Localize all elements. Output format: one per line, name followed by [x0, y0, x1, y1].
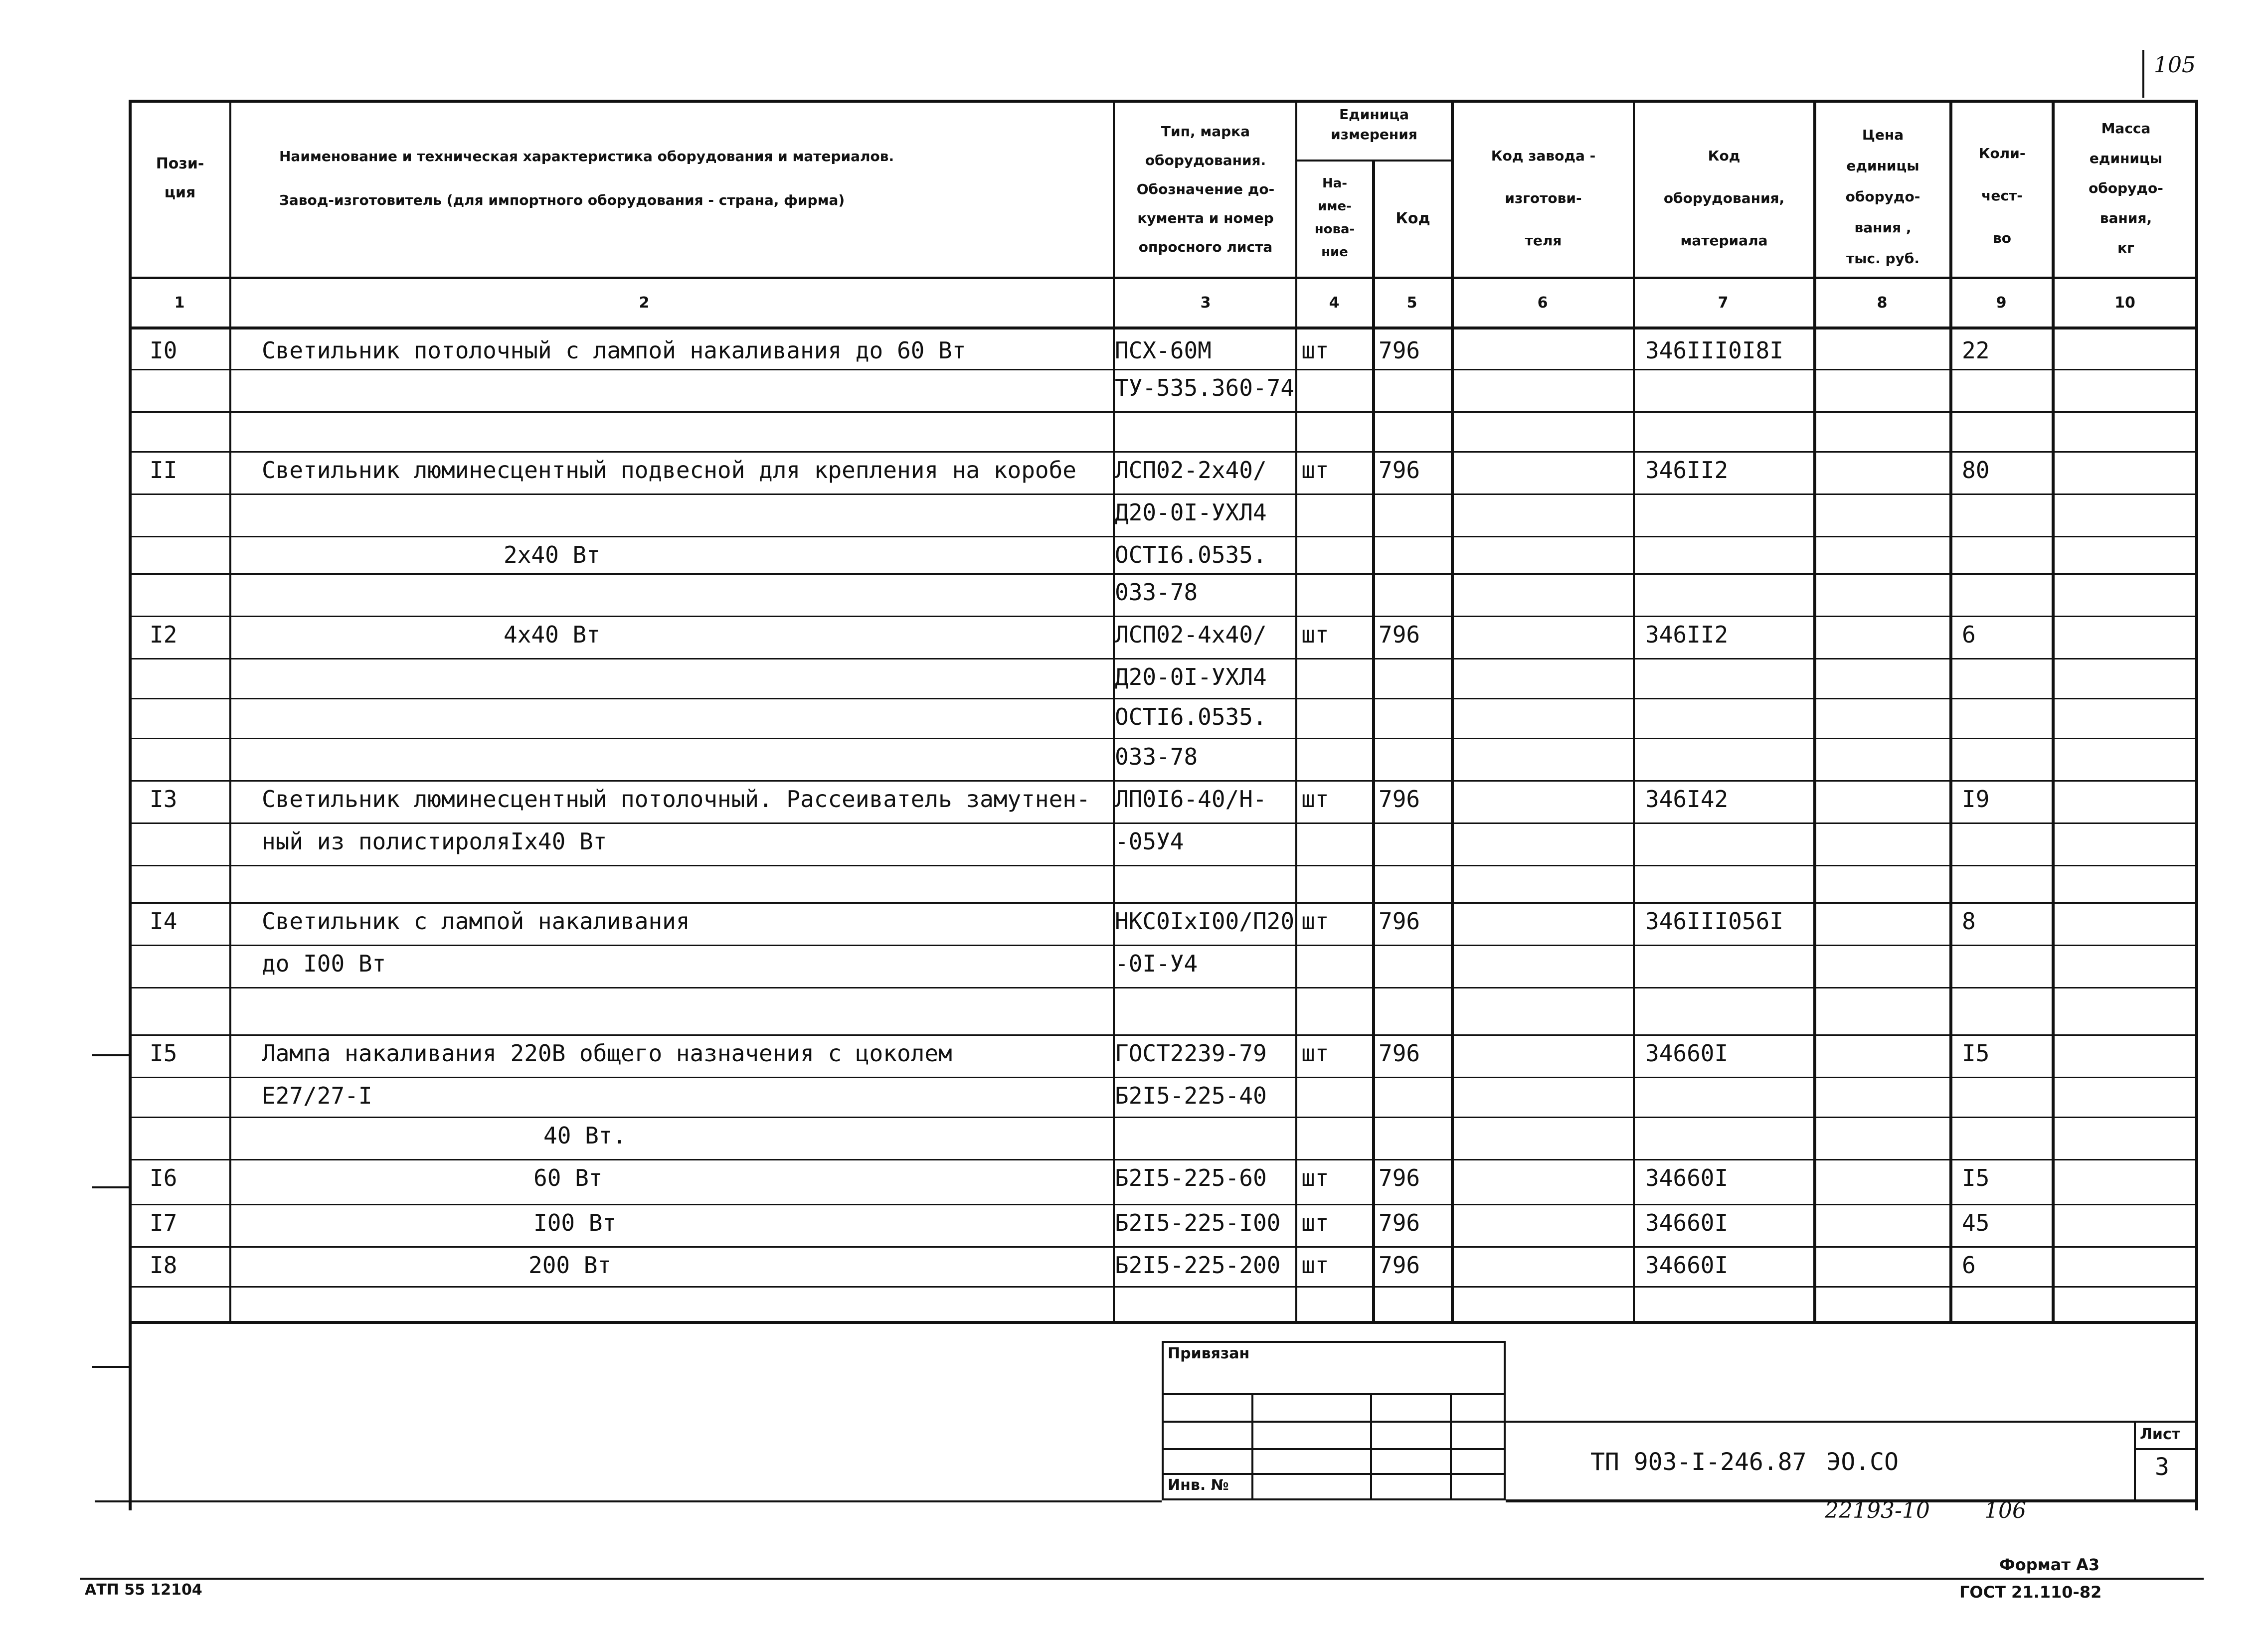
col-divider-4	[1372, 160, 1375, 1321]
material-code-cell: 346I42	[1645, 786, 1729, 813]
type-cell: ОСТI6.0535.	[1115, 541, 1267, 568]
row-divider	[129, 1286, 2198, 1288]
position-cell: I7	[150, 1209, 177, 1236]
row-divider	[129, 658, 2198, 659]
position-cell: I4	[150, 908, 177, 935]
name-cell: 2х40 Вт	[504, 541, 600, 568]
header-position: Пози- ция	[156, 155, 204, 201]
quantity-cell: 45	[1962, 1209, 1990, 1236]
row-divider	[129, 945, 2198, 946]
material-code-cell: 34660I	[1645, 1164, 1729, 1191]
row-divider	[129, 738, 2198, 739]
position-cell: I3	[150, 786, 177, 813]
name-cell: ный из полистироляIх40 Вт	[262, 828, 607, 855]
material-code-cell: 34660I	[1645, 1252, 1729, 1279]
type-cell: -0I-У4	[1115, 950, 1198, 977]
header-equipment-code: Код оборудования, материала	[1663, 148, 1785, 249]
margin-tick	[92, 1186, 130, 1188]
position-cell: II	[150, 457, 177, 484]
sheet-number: 3	[2155, 1453, 2169, 1481]
row-divider	[129, 987, 2198, 988]
row-divider	[129, 369, 2198, 370]
col-divider-9	[2052, 100, 2055, 1321]
col-divider-3	[1295, 100, 1297, 1321]
title-block-line	[1506, 1421, 2198, 1423]
material-code-cell: 346III0I8I	[1645, 337, 1783, 364]
header-type: Тип, марка оборудования. Обозначение до- кумента и номер опросного листа	[1136, 123, 1275, 255]
gost-label: ГОСТ 21.110-82	[1959, 1583, 2102, 1602]
colnum-3: 3	[1200, 294, 1211, 312]
position-cell: I5	[150, 1040, 177, 1067]
unit-code-cell: 796	[1379, 1040, 1420, 1067]
footer-line	[80, 1578, 2204, 1580]
row-divider	[129, 822, 2198, 824]
type-cell: Б2I5-225-60	[1115, 1164, 1267, 1191]
type-cell: ЛСП02-4х40/	[1115, 621, 1267, 648]
type-cell: ТУ-535.360-74	[1115, 374, 1295, 401]
page-number-mark: 105	[2154, 52, 2196, 78]
format-label: Формат А3	[1999, 1555, 2100, 1574]
row-divider	[129, 411, 2198, 413]
document-code: ТП 903-I-246.87 ЭО.СО	[1590, 1448, 1899, 1476]
unit-name-cell: шт	[1301, 337, 1329, 364]
sheet-label: Лист	[2140, 1426, 2181, 1443]
name-cell: 40 Вт.	[543, 1122, 627, 1149]
colnum-7: 7	[1718, 294, 1729, 312]
material-code-cell: 346II2	[1645, 457, 1729, 484]
col-divider-6	[1633, 100, 1635, 1321]
quantity-cell: I5	[1962, 1040, 1990, 1067]
row-divider	[129, 1077, 2198, 1078]
quantity-cell: 80	[1962, 457, 1990, 484]
header-factory-code: Код завода - изготови- теля	[1491, 148, 1596, 249]
header-unit-name: На- име- нова- ние	[1314, 176, 1355, 260]
type-cell: Д20-0I-УХЛ4	[1115, 499, 1267, 526]
unit-code-cell: 796	[1379, 1164, 1420, 1191]
unit-name-cell: шт	[1301, 908, 1329, 935]
type-cell: ГОСТ2239-79	[1115, 1040, 1267, 1067]
col-divider-5	[1451, 100, 1454, 1321]
unit-name-cell: шт	[1301, 457, 1329, 484]
row-divider	[129, 536, 2198, 537]
type-cell: ПСХ-60М	[1115, 337, 1212, 364]
name-cell: 4х40 Вт	[504, 621, 600, 648]
type-cell: Б2I5-225-I00	[1115, 1209, 1281, 1236]
quantity-cell: I9	[1962, 786, 1990, 813]
unit-name-cell: шт	[1301, 1164, 1329, 1191]
type-cell: 033-78	[1115, 743, 1198, 770]
type-cell: -05У4	[1115, 828, 1184, 855]
position-cell: I0	[150, 337, 177, 364]
page-mark-line	[2142, 50, 2144, 98]
name-cell: 60 Вт	[533, 1164, 603, 1191]
row-divider	[129, 865, 2198, 866]
position-cell: I8	[150, 1252, 177, 1279]
margin-tick	[92, 1366, 130, 1368]
material-code-cell: 346III056I	[1645, 908, 1783, 935]
unit-code-cell: 796	[1379, 786, 1420, 813]
material-code-cell: 34660I	[1645, 1040, 1729, 1067]
header-unit-code: Код	[1396, 210, 1430, 227]
colnum-2: 2	[639, 294, 650, 312]
row-divider	[129, 1117, 2198, 1118]
unit-code-cell: 796	[1379, 1209, 1420, 1236]
row-divider	[129, 1034, 2198, 1036]
name-cell: Е27/27-I	[262, 1082, 372, 1109]
unit-code-cell: 796	[1379, 337, 1420, 364]
colnum-4: 4	[1329, 294, 1340, 312]
row-divider	[129, 1204, 2198, 1205]
type-cell: ЛСП02-2х40/	[1115, 457, 1267, 484]
unit-name-cell: шт	[1301, 786, 1329, 813]
colnum-10: 10	[2114, 294, 2135, 312]
name-cell: 200 Вт	[528, 1252, 612, 1279]
frame-bottom-left	[95, 1500, 1162, 1502]
header-quantity: Коли- чест- во	[1978, 145, 2026, 246]
stamp-line	[1162, 1421, 1506, 1423]
unit-group-divider	[1295, 160, 1452, 162]
stamp-line	[1162, 1448, 1506, 1450]
stamp-vline	[1251, 1393, 1253, 1500]
header-unit-group: Единица измерения	[1331, 106, 1417, 143]
name-cell: Лампа накаливания 220В общего назначения с цоколем	[262, 1040, 952, 1067]
header-price: Цена единицы оборудо- вания , тыс. руб.	[1845, 127, 1920, 267]
unit-name-cell: шт	[1301, 1209, 1329, 1236]
quantity-cell: 8	[1962, 908, 1976, 935]
colnum-8: 8	[1877, 294, 1888, 312]
margin-tick	[92, 1054, 130, 1056]
quantity-cell: 6	[1962, 1252, 1976, 1279]
name-cell: до I00 Вт	[262, 950, 386, 977]
row-divider	[129, 698, 2198, 699]
header-mass: Масса единицы оборудо- вания, кг	[2089, 120, 2163, 256]
stamp-vline	[1370, 1393, 1372, 1500]
unit-code-cell: 796	[1379, 621, 1420, 648]
name-cell: Светильник люминесцентный потолочный. Рассеиватель замутнен-	[262, 786, 1090, 813]
type-cell: Б2I5-225-200	[1115, 1252, 1281, 1279]
row-divider	[129, 451, 2198, 453]
colnum-9: 9	[1996, 294, 2007, 312]
quantity-cell: 22	[1962, 337, 1990, 364]
stamp-line	[1162, 1473, 1506, 1475]
unit-name-cell: шт	[1301, 621, 1329, 648]
quantity-cell: 6	[1962, 621, 1976, 648]
row-divider	[129, 1159, 2198, 1160]
name-cell: Светильник потолочный с лампой накаливания до 60 Вт	[262, 337, 966, 364]
numbers-bottom-line	[129, 327, 2198, 329]
col-divider-1	[229, 100, 231, 1321]
row-divider	[129, 780, 2198, 782]
position-cell: I2	[150, 621, 177, 648]
handwritten-page: 106	[1984, 1498, 2026, 1523]
name-cell: I00 Вт	[533, 1209, 617, 1236]
name-cell: Светильник с лампой накаливания	[262, 908, 690, 935]
row-divider	[129, 902, 2198, 904]
unit-code-cell: 796	[1379, 908, 1420, 935]
table-bottom-line	[129, 1321, 2198, 1324]
row-divider	[129, 573, 2198, 575]
material-code-cell: 34660I	[1645, 1209, 1729, 1236]
colnum-1: 1	[174, 294, 185, 312]
unit-name-cell: шт	[1301, 1040, 1329, 1067]
colnum-5: 5	[1406, 294, 1417, 312]
stamp-attached-label: Привязан	[1168, 1345, 1250, 1362]
type-cell: 033-78	[1115, 579, 1198, 606]
type-cell: НКС0IхI00/П20	[1115, 908, 1295, 935]
col-divider-7	[1813, 100, 1816, 1321]
type-cell: ОСТI6.0535.	[1115, 703, 1267, 730]
unit-code-cell: 796	[1379, 457, 1420, 484]
sheet-box-line	[2134, 1448, 2198, 1450]
stamp-line	[1162, 1393, 1506, 1395]
stamp-vline	[1450, 1393, 1452, 1500]
type-cell: Д20-0I-УХЛ4	[1115, 663, 1267, 690]
bottom-left-code: АТП 55 12104	[85, 1581, 202, 1599]
name-cell: Светильник люминесцентный подвесной для крепления на коробе	[262, 457, 1076, 484]
col-divider-8	[1949, 100, 1952, 1321]
quantity-cell: I5	[1962, 1164, 1990, 1191]
material-code-cell: 346II2	[1645, 621, 1729, 648]
type-cell: ЛП0I6-40/Н-	[1115, 786, 1267, 813]
header-name: Наименование и техническая характеристика оборудования и материалов. Завод-изготовитель (для импортного оборудования - страна, фирма)	[279, 148, 894, 208]
row-divider	[129, 493, 2198, 495]
handwritten-number: 22193-10	[1825, 1498, 1930, 1523]
position-cell: I6	[150, 1164, 177, 1191]
unit-name-cell: шт	[1301, 1252, 1329, 1279]
colnum-6: 6	[1537, 294, 1548, 312]
row-divider	[129, 616, 2198, 617]
type-cell: Б2I5-225-40	[1115, 1082, 1267, 1109]
row-divider	[129, 1246, 2198, 1248]
header-bottom-line	[129, 277, 2198, 279]
stamp-inv-label: Инв. №	[1168, 1476, 1229, 1494]
unit-code-cell: 796	[1379, 1252, 1420, 1279]
